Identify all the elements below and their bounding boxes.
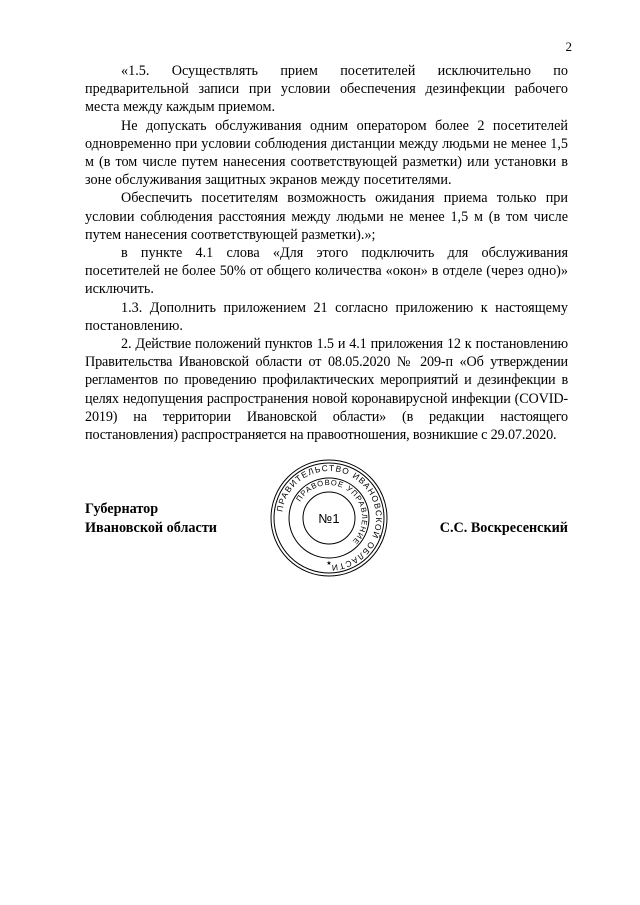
- signatory-title: [85, 500, 217, 538]
- seal-center-text: №1: [318, 511, 340, 526]
- paragraph-waiting: Обеспечить посетителям возможность ожидания приема только при условии соблюдения расстояния между людьми не менее 1,5 м (в том числе путем нанесения соответствующей разметки).»;: [85, 190, 568, 243]
- page-number: 2: [565, 39, 572, 54]
- seal-outer-text: ПРАВИТЕЛЬСТВО ИВАНОВСКОЙ ОБЛАСТИ: [274, 462, 385, 574]
- document-body: [85, 62, 568, 444]
- paragraph-2: 2. Действие положений пунктов 1.5 и 4.1 приложения 12 к постановлению Правительства Ивановской области от 08.05.2020 № 209-п «Об утверждении регламентов по проведению профилактических мероприятий и дезинфекции в целях недопущения распространения новой коронавирусной инфекции (COVID-2019) на территории Ивановской области» (в редакции настоящего постановления) распространяется на правоотношения, возникшие с 29.07.2020.: [85, 336, 568, 444]
- signatory-title-line-1: Губернатор: [85, 501, 159, 517]
- paragraph-1-5: «1.5. Осуществлять прием посетителей исключительно по предварительной записи при условии обеспечения дезинфекции рабочего места между каждым приемом.: [85, 63, 568, 116]
- paragraph-4-1: в пункте 4.1 слова «Для этого подключить для обслуживания посетителей не более 50% от общего количества «окон» в отделе (через одно)» исключить.: [85, 245, 568, 298]
- seal-star-icon: ★: [326, 561, 332, 567]
- signatory-name: С.С. Воскресенский: [439, 520, 568, 536]
- seal-inner-text: ПРАВОВОЕ УПРАВЛЕНИЕ: [294, 477, 370, 547]
- official-seal: [268, 457, 390, 579]
- paragraph-1-3: 1.3. Дополнить приложением 21 согласно приложению к настоящему постановлению.: [85, 299, 568, 334]
- seal-graphic: [268, 457, 390, 579]
- paragraph-operators: Не допускать обслуживания одним оператором более 2 посетителей одновременно при условии соблюдения дистанции между людьми не менее 1,5 м (в том числе путем нанесения соответствующей разметки) или установки в зоне обслуживания защитных экранов между посетителями.: [85, 117, 568, 189]
- signatory-title-line-2: Ивановской области: [85, 520, 217, 536]
